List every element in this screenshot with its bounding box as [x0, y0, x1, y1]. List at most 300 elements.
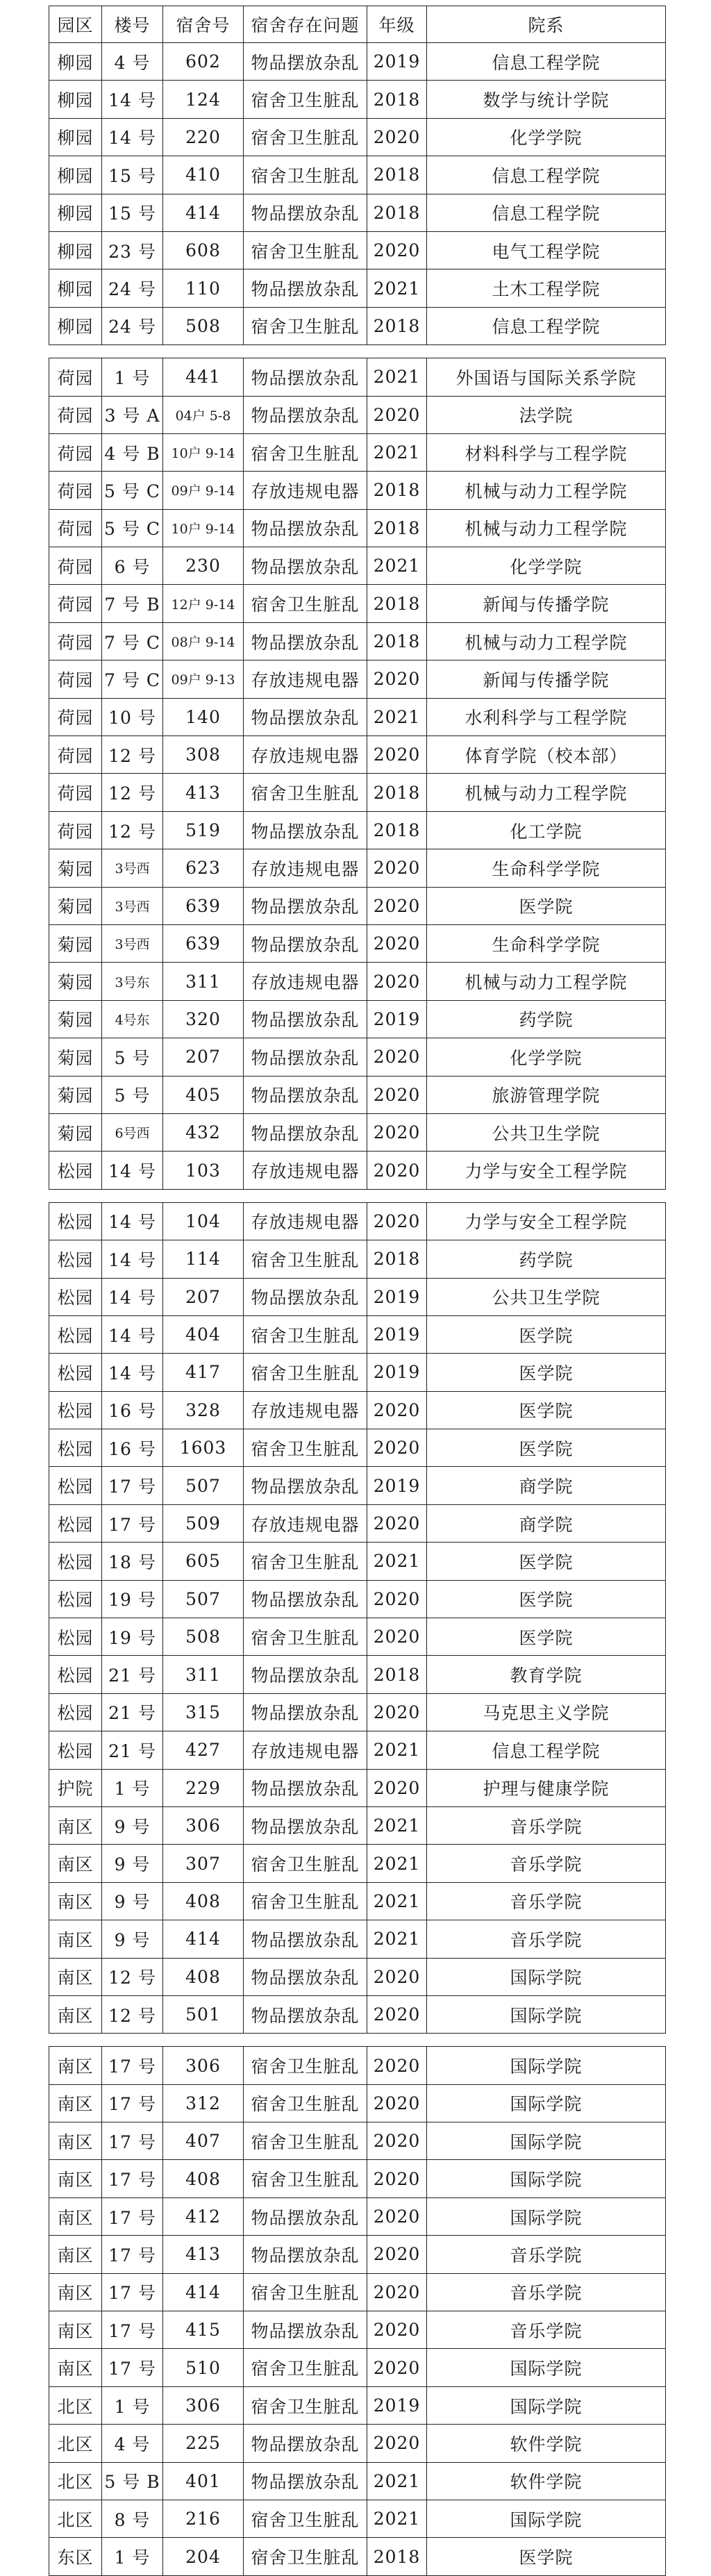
college-cell: 音乐学院 — [427, 1845, 666, 1882]
room-cell: 308 — [163, 736, 244, 774]
issue-cell: 存放违规电器 — [244, 660, 367, 698]
grade-cell: 2018 — [367, 811, 427, 849]
campus-cell: 荷园 — [49, 509, 102, 547]
college-cell: 机械与动力工程学院 — [427, 509, 666, 547]
room-cell: 427 — [163, 1731, 244, 1769]
campus-cell: 南区 — [49, 1845, 102, 1882]
grade-cell: 2020 — [367, 1995, 427, 2033]
issue-cell: 物品摆放杂乱 — [244, 1467, 367, 1504]
college-cell: 旅游管理学院 — [427, 1076, 666, 1113]
campus-cell: 松园 — [49, 1152, 102, 1189]
building-cell: 3号东 — [102, 963, 163, 1000]
grade-cell: 2020 — [367, 1429, 427, 1467]
college-cell: 护理与健康学院 — [427, 1769, 666, 1806]
table-row — [49, 2500, 666, 2538]
room-cell: 320 — [163, 1000, 244, 1038]
building-cell: 17 号 — [102, 2047, 163, 2084]
building-cell: 14 号 — [102, 1240, 163, 1278]
room-cell: 413 — [163, 2236, 244, 2273]
grade-cell: 2018 — [367, 2538, 427, 2575]
room-cell: 306 — [163, 1806, 244, 1844]
room-cell: 414 — [163, 2273, 244, 2311]
issue-cell: 宿舍卫生脏乱 — [244, 2084, 367, 2122]
dorm-inspection-table-part-2 — [49, 358, 666, 1190]
room-cell: 405 — [163, 1076, 244, 1113]
grade-cell: 2019 — [367, 1467, 427, 1504]
room-cell: 408 — [163, 2160, 244, 2197]
college-cell: 化学学院 — [427, 547, 666, 585]
building-cell: 9 号 — [102, 1920, 163, 1958]
campus-cell: 松园 — [49, 1618, 102, 1656]
college-cell: 药学院 — [427, 1240, 666, 1278]
room-cell: 225 — [163, 2425, 244, 2462]
table-row — [49, 1845, 666, 1882]
building-cell: 9 号 — [102, 1845, 163, 1882]
campus-cell: 南区 — [49, 1958, 102, 1995]
table-row — [49, 811, 666, 849]
issue-cell: 物品摆放杂乱 — [244, 887, 367, 924]
grade-cell: 2020 — [367, 1391, 427, 1429]
building-cell: 14 号 — [102, 1354, 163, 1391]
campus-cell: 松园 — [49, 1429, 102, 1467]
room-cell: 507 — [163, 1580, 244, 1618]
campus-cell: 荷园 — [49, 811, 102, 849]
table-row — [49, 1882, 666, 1920]
grade-cell: 2019 — [367, 1354, 427, 1391]
grade-cell: 2018 — [367, 194, 427, 231]
room-cell: 110 — [163, 269, 244, 307]
table-row — [49, 1113, 666, 1151]
room-cell: 09户 9-13 — [163, 660, 244, 698]
table-segment-3 — [49, 1202, 666, 2034]
issue-cell: 物品摆放杂乱 — [244, 269, 367, 307]
issue-cell: 物品摆放杂乱 — [244, 622, 367, 660]
campus-cell: 松园 — [49, 1240, 102, 1278]
college-cell: 化工学院 — [427, 811, 666, 849]
inspection-document — [49, 6, 665, 2576]
campus-cell: 柳园 — [49, 118, 102, 156]
campus-cell: 南区 — [49, 1920, 102, 1958]
building-cell: 6号西 — [102, 1113, 163, 1151]
grade-cell: 2018 — [367, 1656, 427, 1693]
table-row — [49, 1806, 666, 1844]
room-cell: 04户 5-8 — [163, 396, 244, 433]
room-cell: 08户 9-14 — [163, 622, 244, 660]
table-row — [49, 1076, 666, 1113]
campus-cell: 柳园 — [49, 156, 102, 194]
table-row — [49, 1958, 666, 1995]
campus-cell: 菊园 — [49, 924, 102, 962]
grade-cell: 2018 — [367, 585, 427, 622]
grade-cell: 2020 — [367, 887, 427, 924]
building-cell: 9 号 — [102, 1806, 163, 1844]
table-row — [49, 509, 666, 547]
campus-cell: 菊园 — [49, 887, 102, 924]
table-row — [49, 1731, 666, 1769]
grade-cell: 2021 — [367, 1806, 427, 1844]
grade-cell: 2021 — [367, 2462, 427, 2500]
grade-cell: 2018 — [367, 1240, 427, 1278]
room-cell: 408 — [163, 1882, 244, 1920]
building-cell: 21 号 — [102, 1693, 163, 1731]
building-cell: 3号西 — [102, 887, 163, 924]
college-cell: 生命科学学院 — [427, 924, 666, 962]
college-cell: 医学院 — [427, 2538, 666, 2575]
building-cell: 1 号 — [102, 1769, 163, 1806]
campus-cell: 南区 — [49, 2311, 102, 2349]
issue-cell: 物品摆放杂乱 — [244, 1580, 367, 1618]
table-row — [49, 1152, 666, 1189]
college-cell: 商学院 — [427, 1504, 666, 1542]
grade-cell: 2019 — [367, 1278, 427, 1315]
issue-cell: 物品摆放杂乱 — [244, 1076, 367, 1113]
table-row — [49, 2311, 666, 2349]
campus-cell: 菊园 — [49, 1038, 102, 1076]
grade-cell: 2020 — [367, 924, 427, 962]
table-row — [49, 2273, 666, 2311]
college-cell: 音乐学院 — [427, 2236, 666, 2273]
grade-cell: 2020 — [367, 1769, 427, 1806]
grade-cell: 2020 — [367, 2273, 427, 2311]
campus-cell: 荷园 — [49, 622, 102, 660]
building-cell: 7 号 B — [102, 585, 163, 622]
building-cell: 17 号 — [102, 2197, 163, 2235]
building-cell: 23 号 — [102, 231, 163, 269]
college-cell: 水利科学与工程学院 — [427, 698, 666, 736]
building-cell: 7 号 C — [102, 660, 163, 698]
table-row — [49, 358, 666, 396]
campus-cell: 松园 — [49, 1656, 102, 1693]
issue-cell: 宿舍卫生脏乱 — [244, 118, 367, 156]
table-row — [49, 963, 666, 1000]
room-cell: 124 — [163, 81, 244, 118]
room-cell: 509 — [163, 1504, 244, 1542]
building-cell: 17 号 — [102, 1467, 163, 1504]
room-cell: 207 — [163, 1278, 244, 1315]
campus-cell: 松园 — [49, 1693, 102, 1731]
table-row — [49, 307, 666, 344]
college-cell: 医学院 — [427, 1315, 666, 1353]
grade-cell: 2020 — [367, 2311, 427, 2349]
table-row — [49, 2386, 666, 2424]
table-row — [49, 1504, 666, 1542]
campus-cell: 柳园 — [49, 231, 102, 269]
table-row — [49, 396, 666, 433]
table-row — [49, 924, 666, 962]
grade-cell: 2020 — [367, 1076, 427, 1113]
campus-cell: 南区 — [49, 2236, 102, 2273]
grade-cell: 2020 — [367, 2425, 427, 2462]
building-cell: 18 号 — [102, 1543, 163, 1580]
table-row — [49, 2349, 666, 2386]
college-cell: 化学学院 — [427, 1038, 666, 1076]
campus-cell: 北区 — [49, 2425, 102, 2462]
building-cell: 17 号 — [102, 1504, 163, 1542]
grade-cell: 2020 — [367, 2122, 427, 2160]
building-cell: 17 号 — [102, 2311, 163, 2349]
building-cell: 14 号 — [102, 1152, 163, 1189]
room-cell: 220 — [163, 118, 244, 156]
campus-cell: 北区 — [49, 2462, 102, 2500]
issue-cell: 宿舍卫生脏乱 — [244, 2538, 367, 2575]
issue-cell: 物品摆放杂乱 — [244, 1038, 367, 1076]
grade-cell: 2020 — [367, 1202, 427, 1240]
building-cell: 19 号 — [102, 1580, 163, 1618]
college-cell: 新闻与传播学院 — [427, 585, 666, 622]
campus-cell: 松园 — [49, 1278, 102, 1315]
college-cell: 国际学院 — [427, 1958, 666, 1995]
building-cell: 8 号 — [102, 2500, 163, 2538]
room-cell: 414 — [163, 1920, 244, 1958]
issue-cell: 物品摆放杂乱 — [244, 194, 367, 231]
table-row — [49, 774, 666, 811]
table-row — [49, 269, 666, 307]
room-cell: 114 — [163, 1240, 244, 1278]
table-row — [49, 887, 666, 924]
college-cell: 医学院 — [427, 1354, 666, 1391]
issue-cell: 宿舍卫生脏乱 — [244, 81, 367, 118]
issue-cell: 宿舍卫生脏乱 — [244, 2349, 367, 2386]
room-cell: 306 — [163, 2047, 244, 2084]
building-cell: 24 号 — [102, 269, 163, 307]
college-cell: 国际学院 — [427, 2386, 666, 2424]
college-cell: 音乐学院 — [427, 1882, 666, 1920]
grade-cell: 2019 — [367, 2386, 427, 2424]
issue-cell: 宿舍卫生脏乱 — [244, 231, 367, 269]
college-cell: 国际学院 — [427, 2122, 666, 2160]
issue-cell: 物品摆放杂乱 — [244, 2311, 367, 2349]
room-cell: 10户 9-14 — [163, 433, 244, 471]
campus-cell: 菊园 — [49, 963, 102, 1000]
college-cell: 材料科学与工程学院 — [427, 433, 666, 471]
issue-cell: 物品摆放杂乱 — [244, 396, 367, 433]
room-cell: 404 — [163, 1315, 244, 1353]
table-row — [49, 660, 666, 698]
room-cell: 605 — [163, 1543, 244, 1580]
table-row — [49, 1769, 666, 1806]
campus-cell: 荷园 — [49, 358, 102, 396]
table-segment-2 — [49, 358, 666, 1190]
room-cell: 608 — [163, 231, 244, 269]
issue-cell: 存放违规电器 — [244, 1731, 367, 1769]
issue-cell: 宿舍卫生脏乱 — [244, 585, 367, 622]
campus-cell: 南区 — [49, 1995, 102, 2033]
campus-cell: 柳园 — [49, 307, 102, 344]
grade-cell: 2020 — [367, 1693, 427, 1731]
building-cell: 5 号 — [102, 1076, 163, 1113]
building-cell: 24 号 — [102, 307, 163, 344]
grade-cell: 2020 — [367, 1618, 427, 1656]
dorm-inspection-table-part-4 — [49, 2046, 666, 2575]
grade-cell: 2020 — [367, 118, 427, 156]
issue-cell: 物品摆放杂乱 — [244, 1656, 367, 1693]
campus-cell: 北区 — [49, 2500, 102, 2538]
table-row — [49, 2236, 666, 2273]
campus-cell: 荷园 — [49, 547, 102, 585]
table-row — [49, 1278, 666, 1315]
table-row — [49, 1995, 666, 2033]
table-row — [49, 1580, 666, 1618]
building-cell: 14 号 — [102, 1278, 163, 1315]
table-row — [49, 2122, 666, 2160]
issue-cell: 物品摆放杂乱 — [244, 509, 367, 547]
issue-cell: 宿舍卫生脏乱 — [244, 2273, 367, 2311]
college-cell: 信息工程学院 — [427, 1731, 666, 1769]
issue-cell: 存放违规电器 — [244, 849, 367, 887]
building-cell: 12 号 — [102, 774, 163, 811]
college-cell: 国际学院 — [427, 2500, 666, 2538]
table-row — [49, 2084, 666, 2122]
grade-cell: 2019 — [367, 1000, 427, 1038]
building-cell: 17 号 — [102, 2236, 163, 2273]
issue-cell: 宿舍卫生脏乱 — [244, 1845, 367, 1882]
college-cell: 数学与统计学院 — [427, 81, 666, 118]
building-cell: 12 号 — [102, 1995, 163, 2033]
campus-cell: 荷园 — [49, 585, 102, 622]
grade-cell: 2020 — [367, 2349, 427, 2386]
grade-cell: 2021 — [367, 1543, 427, 1580]
grade-cell: 2018 — [367, 472, 427, 509]
room-cell: 432 — [163, 1113, 244, 1151]
issue-cell: 存放违规电器 — [244, 1202, 367, 1240]
table-row — [49, 118, 666, 156]
building-cell: 7 号 C — [102, 622, 163, 660]
building-cell: 5 号 C — [102, 472, 163, 509]
campus-cell: 护院 — [49, 1769, 102, 1806]
college-cell: 信息工程学院 — [427, 194, 666, 231]
building-cell: 12 号 — [102, 1958, 163, 1995]
campus-cell: 南区 — [49, 2122, 102, 2160]
building-cell: 5 号 C — [102, 509, 163, 547]
building-cell: 17 号 — [102, 2084, 163, 2122]
table-row — [49, 1543, 666, 1580]
table-row — [49, 1038, 666, 1076]
table-row — [49, 231, 666, 269]
issue-cell: 物品摆放杂乱 — [244, 1958, 367, 1995]
campus-cell: 南区 — [49, 2349, 102, 2386]
grade-cell: 2020 — [367, 231, 427, 269]
table-row — [49, 622, 666, 660]
room-cell: 602 — [163, 43, 244, 81]
college-cell: 国际学院 — [427, 2197, 666, 2235]
room-cell: 510 — [163, 2349, 244, 2386]
header-grade: 年级 — [367, 6, 427, 43]
issue-cell: 物品摆放杂乱 — [244, 1278, 367, 1315]
room-cell: 415 — [163, 2311, 244, 2349]
issue-cell: 物品摆放杂乱 — [244, 811, 367, 849]
issue-cell: 物品摆放杂乱 — [244, 1000, 367, 1038]
building-cell: 15 号 — [102, 194, 163, 231]
campus-cell: 北区 — [49, 2386, 102, 2424]
issue-cell: 存放违规电器 — [244, 472, 367, 509]
header-college: 院系 — [427, 6, 666, 43]
building-cell: 15 号 — [102, 156, 163, 194]
table-row — [49, 1656, 666, 1693]
table-row — [49, 736, 666, 774]
college-cell: 体育学院（校本部） — [427, 736, 666, 774]
room-cell: 410 — [163, 156, 244, 194]
issue-cell: 宿舍卫生脏乱 — [244, 307, 367, 344]
issue-cell: 物品摆放杂乱 — [244, 2236, 367, 2273]
college-cell: 音乐学院 — [427, 2311, 666, 2349]
campus-cell: 南区 — [49, 2197, 102, 2235]
building-cell: 21 号 — [102, 1731, 163, 1769]
building-cell: 14 号 — [102, 81, 163, 118]
grade-cell: 2020 — [367, 2236, 427, 2273]
college-cell: 公共卫生学院 — [427, 1113, 666, 1151]
grade-cell: 2021 — [367, 1845, 427, 1882]
issue-cell: 宿舍卫生脏乱 — [244, 1354, 367, 1391]
college-cell: 机械与动力工程学院 — [427, 774, 666, 811]
room-cell: 501 — [163, 1995, 244, 2033]
issue-cell: 宿舍卫生脏乱 — [244, 774, 367, 811]
grade-cell: 2020 — [367, 1152, 427, 1189]
table-row — [49, 2462, 666, 2500]
room-cell: 441 — [163, 358, 244, 396]
building-cell: 12 号 — [102, 736, 163, 774]
college-cell: 国际学院 — [427, 2084, 666, 2122]
issue-cell: 存放违规电器 — [244, 1152, 367, 1189]
issue-cell: 宿舍卫生脏乱 — [244, 2160, 367, 2197]
table-row — [49, 2197, 666, 2235]
building-cell: 4号东 — [102, 1000, 163, 1038]
college-cell: 机械与动力工程学院 — [427, 622, 666, 660]
table-row — [49, 1467, 666, 1504]
dorm-inspection-table-part-3 — [49, 1202, 666, 2034]
room-cell: 639 — [163, 887, 244, 924]
issue-cell: 宿舍卫生脏乱 — [244, 2122, 367, 2160]
building-cell: 14 号 — [102, 118, 163, 156]
building-cell: 10 号 — [102, 698, 163, 736]
grade-cell: 2020 — [367, 1038, 427, 1076]
room-cell: 229 — [163, 1769, 244, 1806]
college-cell: 商学院 — [427, 1467, 666, 1504]
room-cell: 216 — [163, 2500, 244, 2538]
room-cell: 207 — [163, 1038, 244, 1076]
issue-cell: 宿舍卫生脏乱 — [244, 1882, 367, 1920]
college-cell: 药学院 — [427, 1000, 666, 1038]
header-campus: 园区 — [49, 6, 102, 43]
room-cell: 311 — [163, 963, 244, 1000]
grade-cell: 2021 — [367, 358, 427, 396]
issue-cell: 存放违规电器 — [244, 1391, 367, 1429]
issue-cell: 物品摆放杂乱 — [244, 1920, 367, 1958]
college-cell: 软件学院 — [427, 2425, 666, 2462]
room-cell: 104 — [163, 1202, 244, 1240]
table-row — [49, 2160, 666, 2197]
college-cell: 医学院 — [427, 1580, 666, 1618]
building-cell: 16 号 — [102, 1391, 163, 1429]
issue-cell: 物品摆放杂乱 — [244, 924, 367, 962]
campus-cell: 菊园 — [49, 1076, 102, 1113]
college-cell: 化学学院 — [427, 118, 666, 156]
room-cell: 140 — [163, 698, 244, 736]
college-cell: 机械与动力工程学院 — [427, 472, 666, 509]
building-cell: 5 号 B — [102, 2462, 163, 2500]
table-row — [49, 43, 666, 81]
grade-cell: 2020 — [367, 2160, 427, 2197]
issue-cell: 宿舍卫生脏乱 — [244, 2500, 367, 2538]
table-row — [49, 1354, 666, 1391]
campus-cell: 荷园 — [49, 660, 102, 698]
campus-cell: 荷园 — [49, 433, 102, 471]
header-room: 宿舍号 — [163, 6, 244, 43]
room-cell: 639 — [163, 924, 244, 962]
issue-cell: 存放违规电器 — [244, 736, 367, 774]
campus-cell: 松园 — [49, 1731, 102, 1769]
college-cell: 新闻与传播学院 — [427, 660, 666, 698]
building-cell: 12 号 — [102, 811, 163, 849]
